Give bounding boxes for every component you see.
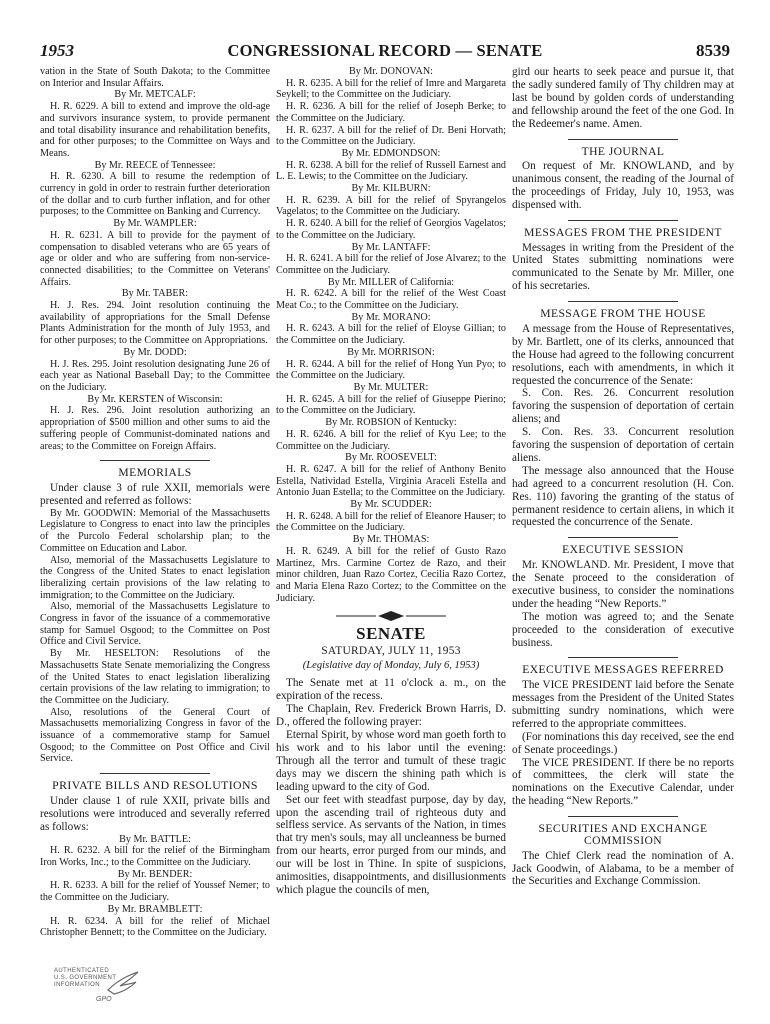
sponsor-line: By Mr. METCALF:	[114, 89, 196, 101]
stamp-gpo: GPO	[96, 996, 112, 1003]
paragraph: H. R. 6234. A bill for the relief of Michael Christopher Bennett; to the Committee on the Judiciary.	[40, 915, 270, 939]
paragraph: Also, memorial of the Massachusetts Legislature to the Congress of the United States to enact legislation liberalizing certain provisions of the law relating to immigration; to the Committee on the Judiciary.	[40, 554, 270, 601]
sponsor-line: By Mr. KERSTEN of Wisconsin:	[87, 393, 223, 405]
sponsor-line: By Mr. KILBURN:	[351, 183, 431, 195]
paragraph: H. R. 6244. A bill for the relief of Hong Yun Pyo; to the Committee on the Judiciary.	[276, 358, 506, 382]
paragraph: Also, memorial of the Massachusetts Legislature to Congress in favor of the issuance of a commemorative stamp for Samuel Osgood; to the Committee on Post Office and Civil Service.	[40, 601, 270, 648]
paragraph: H. R. 6239. A bill for the relief of Spyrangelos Vagelatos; to the Committee on the Judiciary.	[276, 194, 506, 218]
sponsor-line: By Mr. EDMONDSON:	[341, 147, 441, 159]
sponsor-line: By Mr. TABER:	[121, 288, 189, 300]
section-heading: SECURITIES AND EXCHANGE COMMISSION	[538, 822, 708, 847]
section-divider	[568, 537, 678, 538]
stamp-line: AUTHENTICATED	[54, 968, 110, 974]
paragraph: On request of Mr. KNOWLAND, and by unanimous consent, the reading of the Journal of the proceedings of Friday, July 10, 1953, was dispensed with.	[512, 160, 734, 211]
paragraph: H. R. 6249. A bill for the relief of Gusto Razo Martinez, Mrs. Carmine Cortez de Razo, and their minor children, Juan Razo Cortez, Cecilia Razo Cortez, and Maria Elena Razo Cortez; to the Committee on the Judiciary.	[276, 545, 506, 604]
paragraph: gird our hearts to seek peace and pursue it, that the sadly sundered family of Thy children may at last be bound by golden cords of understanding and fellowship around the feet of the one God. In the Redeemer's name. Amen.	[512, 66, 734, 130]
paragraph: H. J. Res. 296. Joint resolution authorizing an appropriation of $500 million and other sums to aid the suffering people of Communist-dominated nations and areas; to the Committee on Foreign Affairs.	[40, 405, 270, 452]
paragraph: (For nominations this day received, see the end of Senate proceedings.)	[512, 730, 734, 756]
paragraph: H. R. 6230. A bill to resume the redemption of currency in gold in order to restrain further deterioration of the dollar and to curb further inflation, and for other purposes; to the Committee on Banking and Currency.	[40, 171, 270, 218]
paragraph: Also, resolutions of the General Court of Massachusetts memorializing Congress in favor of the issuance of a commemorative stamp for Samuel Osgood; to the Committee on Post Office and Civil Service.	[40, 706, 270, 765]
paragraph: The Senate met at 11 o'clock a. m., on the expiration of the recess.	[276, 677, 506, 703]
paragraph: H. R. 6238. A bill for the relief of Russell Earnest and L. E. Lewis; to the Committee on the Judiciary.	[276, 159, 506, 183]
session-date: SATURDAY, JULY 11, 1953	[321, 645, 461, 658]
section-divider	[568, 139, 678, 140]
legislative-day: (Legislative day of Monday, July 6, 1953)	[302, 659, 480, 671]
page-header	[40, 41, 730, 63]
header-title: CONGRESSIONAL RECORD — SENATE	[227, 41, 543, 60]
paragraph: A message from the House of Representatives, by Mr. Bartlett, one of its clerks, announced that the House had agreed to the following concurrent resolutions, each with amendments, in which it requested the concurrence of the Senate:	[512, 322, 734, 387]
paragraph: S. Con. Res. 33. Concurrent resolution favoring the suspension of deportation of certain aliens.	[512, 426, 734, 464]
sponsor-line: By Mr. ROBSION of Kentucky:	[325, 417, 457, 429]
column-3	[512, 66, 734, 888]
sponsor-line: By Mr. DODD:	[123, 346, 187, 358]
paragraph: H. R. 6233. A bill for the relief of Youssef Nemer; to the Committee on the Judiciary.	[40, 880, 270, 904]
paragraph: Eternal Spirit, by whose word man goeth forth to his work and to his labor until the evening: Through all the terror and tumult of these tragic days may we discern the shining path which is leading upward to the city of God.	[276, 729, 506, 793]
paragraph: By Mr. HESELTON: Resolutions of the Massachusetts State Senate memorializing the Congress of the United States to enact legislation liberalizing certain provisions of the law relating to immigration; to the Committee on the Judiciary.	[40, 648, 270, 706]
paragraph: Messages in writing from the President of the United States submitting nominations were communicated to the Senate by Mr. Miller, one of his secretaries.	[512, 241, 734, 293]
paragraph: Under clause 3 of rule XXII, memorials were presented and referred as follows:	[40, 481, 270, 507]
sponsor-line: By Mr. MORRISON:	[347, 346, 435, 358]
sponsor-line: By Mr. SCUDDER:	[350, 499, 432, 511]
sponsor-line: By Mr. WAMPLER:	[113, 218, 197, 230]
sponsor-line: By Mr. BRAMBLETT:	[107, 903, 203, 915]
paragraph: The motion was agreed to; and the Senate proceeded to the consideration of executive business.	[512, 610, 734, 649]
section-heading: EXECUTIVE SESSION	[562, 543, 684, 557]
sponsor-line: By Mr. MULTER:	[353, 381, 429, 393]
paragraph: H. R. 6248. A bill for the relief of Eleanore Hauser; to the Committee on the Judiciary.	[276, 510, 506, 534]
paragraph: The Chief Clerk read the nomination of A. Jack Goodwin, of Alabama, to be a member of the Securities and Exchange Commission.	[512, 849, 734, 888]
sponsor-line: By Mr. REECE of Tennessee:	[94, 159, 216, 171]
header-page-number: 8539	[696, 41, 730, 60]
paragraph: H. R. 6242. A bill for the relief of the West Coast Meat Co.; to the Committee on the Judiciary.	[276, 288, 506, 312]
section-divider	[568, 220, 678, 221]
paragraph: By Mr. GOODWIN: Memorial of the Massachusetts Legislature to Congress to enact into law the principles of the Purcolo Federal scholarship plan; to the Committee on Education and Labor.	[40, 507, 270, 554]
section-divider	[100, 773, 210, 774]
sponsor-line: By Mr. MORANO:	[351, 311, 431, 323]
paragraph: H. J. Res. 295. Joint resolution designating June 26 of each year as National Baseball Day; to the Committee on the Judiciary.	[40, 358, 270, 393]
paragraph: H. R. 6240. A bill for the relief of Georgios Vagelatos; to the Committee on the Judiciary.	[276, 218, 506, 241]
senate-title: SENATE	[356, 624, 426, 644]
sponsor-line: By Mr. MILLER of California:	[327, 276, 455, 288]
paragraph: H. R. 6245. A bill for the relief of Giuseppe Pierino; to the Committee on the Judiciary.	[276, 393, 506, 417]
eagle-icon	[106, 968, 140, 1002]
section-divider	[568, 301, 678, 302]
paragraph: H. R. 6235. A bill for the relief of Imre and Margareta Seykell; to the Committee on the Judiciary.	[276, 77, 506, 101]
paragraph: H. R. 6236. A bill for the relief of Joseph Berke; to the Committee on the Judiciary.	[276, 101, 506, 124]
ornament-icon	[336, 610, 446, 622]
sponsor-line: By Mr. BATTLE:	[119, 833, 191, 845]
paragraph: vation in the State of South Dakota; to the Committee on Interior and Insular Affairs.	[40, 66, 270, 89]
paragraph: The VICE PRESIDENT. If there be no reports of committees, the clerk will state the nominations on the Executive Calendar, under the heading “New Reports.”	[512, 756, 734, 808]
paragraph: S. Con. Res. 26. Concurrent resolution favoring the suspension of deportation of certain aliens; and	[512, 387, 734, 426]
header-year: 1953	[40, 41, 74, 60]
paragraph: H. R. 6246. A bill for the relief of Kyu Lee; to the Committee on the Judiciary.	[276, 428, 506, 452]
paragraph: H. R. 6247. A bill for the relief of Anthony Benito Estella, Natividad Estella, Virginia Araceli Estella and Antonio Juan Estella; to the Committee on the Judiciary.	[276, 463, 506, 499]
sponsor-line: By Mr. ROOSEVELT:	[345, 452, 437, 464]
paragraph: H. R. 6232. A bill for the relief of the Birmingham Iron Works, Inc.; to the Committee on the Judiciary.	[40, 845, 270, 869]
section-heading: EXECUTIVE MESSAGES REFERRED	[522, 663, 724, 677]
column-1	[40, 66, 270, 939]
stamp-line: INFORMATION	[54, 982, 100, 988]
paragraph: Under clause 1 of rule XXII, private bills and resolutions were introduced and severally referred as follows:	[40, 794, 270, 833]
paragraph: H. R. 6231. A bill to provide for the payment of compensation to disabled veterans who are 65 years of age or older and who are suffering from non-service-connected disabilities; to the Committee on Veterans' Affairs.	[40, 229, 270, 288]
sponsor-line: By Mr. BENDER:	[117, 868, 193, 880]
paragraph: H. R. 6243. A bill for the relief of Eloyse Gillian; to the Committee on the Judiciary.	[276, 323, 506, 347]
section-heading: THE JOURNAL	[581, 144, 665, 158]
sponsor-line: By Mr. THOMAS:	[352, 534, 430, 546]
column-2	[276, 66, 506, 897]
ornament-divider	[276, 610, 506, 624]
sponsor-line: By Mr. LANTAFF:	[351, 241, 431, 253]
section-divider	[568, 816, 678, 817]
sponsor-line: By Mr. DONOVAN:	[349, 66, 433, 77]
section-heading: MEMORIALS	[118, 466, 192, 480]
section-heading: MESSAGES FROM THE PRESIDENT	[524, 225, 722, 239]
section-divider	[568, 657, 678, 658]
paragraph: Mr. KNOWLAND. Mr. President, I move that the Senate proceed to the consideration of executive business, to consider the nominations under the heading “New Reports.”	[512, 559, 734, 610]
paragraph: H. R. 6229. A bill to extend and improve the old-age and survivors insurance system, to provide permanent and total disability insurance and rehabilitation benefits, and for other purposes; to the Committee on Ways and Means.	[40, 101, 270, 159]
section-heading: MESSAGE FROM THE HOUSE	[540, 307, 706, 321]
section-divider	[100, 460, 210, 461]
paragraph: The message also announced that the House had agreed to a concurrent resolution (H. Con. Res. 110) favoring the granting of the status of permanent residence to certain aliens, in which it requested the concurrence of the Senate.	[512, 464, 734, 529]
paragraph: The Chaplain, Rev. Frederick Brown Harris, D. D., offered the following prayer:	[276, 703, 506, 729]
paragraph: H. J. Res. 294. Joint resolution continuing the availability of appropriations for the Small Defense Plants Administration for the month of July 1953, and for other purposes; to the Committee on Appropriations.	[40, 300, 270, 347]
stamp-line: U.S. GOVERNMENT	[54, 975, 117, 981]
paragraph: Set our feet with steadfast purpose, day by day, upon the ascending trail of righteous duty and selfless service. As servants of the Nation, in times that try men's souls, may all uncleanness be burned from our hearts, error purged from our minds, and our will be lost in Thine. In spite of suspicions, animosities, disappointments, and disillusionments which plague the councils of men,	[276, 793, 506, 896]
paragraph: H. R. 6237. A bill for the relief of Dr. Beni Horvath; to the Committee on the Judiciary.	[276, 124, 506, 148]
paragraph: The VICE PRESIDENT laid before the Senate messages from the President of the United States submitting sundry nominations, which were referred to the appropriate committees.	[512, 679, 734, 730]
section-heading: PRIVATE BILLS AND RESOLUTIONS	[52, 778, 258, 793]
paragraph: H. R. 6241. A bill for the relief of Jose Alvarez; to the Committee on the Judiciary.	[276, 253, 506, 276]
gpo-authentication-stamp	[54, 968, 144, 1012]
